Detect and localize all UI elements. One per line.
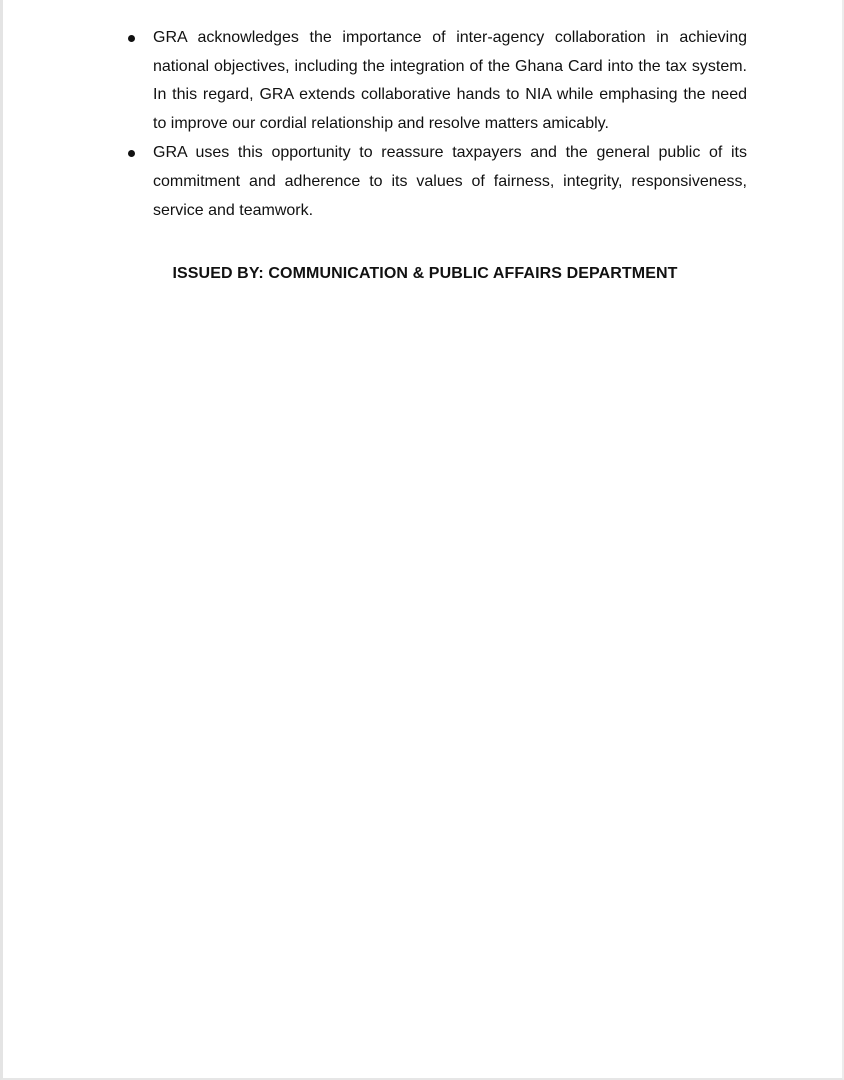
bullet-dot-icon	[128, 150, 135, 157]
bullet-dot-icon	[128, 35, 135, 42]
issued-by-line: ISSUED BY: COMMUNICATION & PUBLIC AFFAIRS DEPARTMENT	[172, 265, 678, 282]
bullet-list	[3, 24, 844, 225]
bullet-text: GRA acknowledges the importance of inter-agency collaboration in achieving national objectives, including the integration of the Ghana Card into the tax system. In this regard, GRA extends collaborative hands to NIA while emphasing the need to improve our cordial relationship and resolve matters amicably.	[153, 29, 747, 132]
bullet-text: GRA uses this opportunity to reassure taxpayers and the general public of its commitment and adherence to its values of fairness, integrity, responsiveness, service and teamwork.	[153, 144, 747, 219]
bullet-item-reassurance	[3, 139, 747, 225]
bullet-item-collaboration	[3, 24, 747, 138]
